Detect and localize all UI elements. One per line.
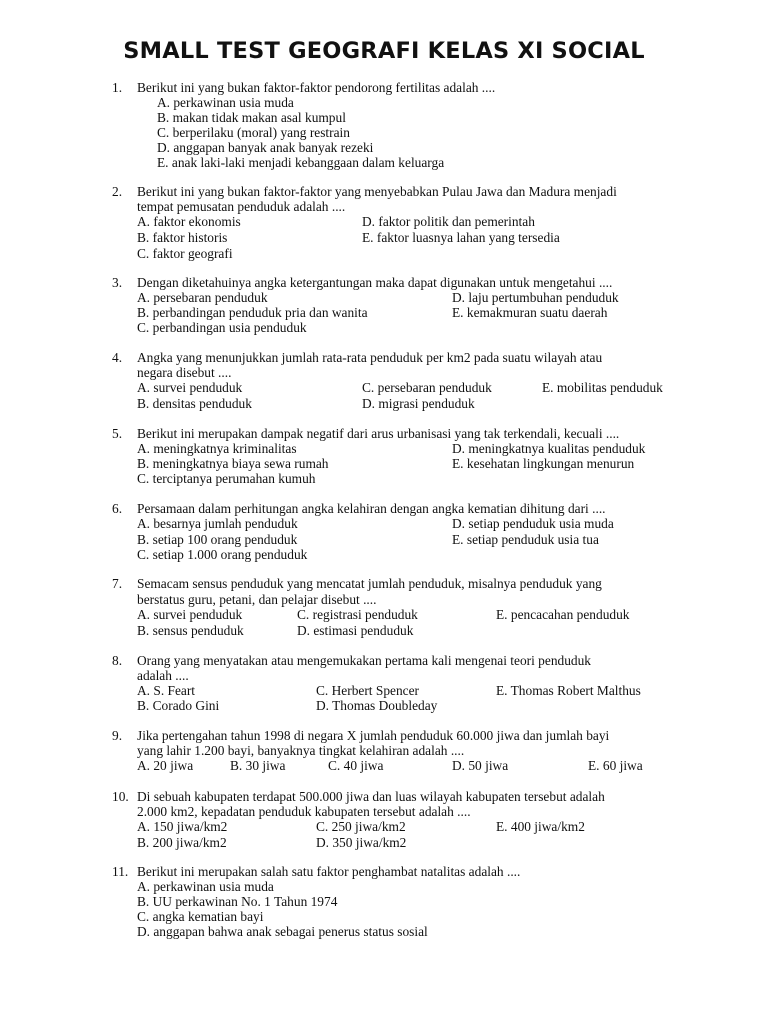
- question-number: 8.: [112, 653, 123, 668]
- option-d: D. 350 jiwa/km2: [316, 835, 407, 850]
- option-e: E. faktor luasnya lahan yang tersedia: [362, 230, 560, 245]
- option-a: A. 150 jiwa/km2: [137, 819, 228, 834]
- option-d: D. estimasi penduduk: [297, 623, 414, 638]
- question-text: Dengan diketahuinya angka ketergantungan maka dapat digunakan untuk mengetahui ....: [137, 275, 613, 290]
- question-number: 5.: [112, 426, 123, 441]
- option-c: C. registrasi penduduk: [297, 607, 418, 622]
- question-text: Berikut ini merupakan dampak negatif dari arus urbanisasi yang tak terkendali, kecuali ....: [137, 426, 620, 441]
- option-d: D. setiap penduduk usia muda: [452, 516, 614, 531]
- question-text: Orang yang menyatakan atau mengemukakan pertama kali mengenai teori penduduk: [137, 653, 591, 668]
- option-e: E. pencacahan penduduk: [496, 607, 630, 622]
- option-d: D. migrasi penduduk: [362, 396, 475, 411]
- question-text: Berikut ini yang bukan faktor-faktor yang menyebabkan Pulau Jawa dan Madura menjadi: [137, 184, 617, 199]
- option-e: E. mobilitas penduduk: [542, 380, 663, 395]
- option-c: C. berperilaku (moral) yang restrain: [157, 125, 350, 140]
- option-b: B. faktor historis: [137, 230, 228, 245]
- option-c: C. 40 jiwa: [328, 758, 384, 773]
- option-b: B. sensus penduduk: [137, 623, 244, 638]
- option-d: D. anggapan bahwa anak sebagai penerus status sosial: [137, 924, 428, 939]
- question-text: Persamaan dalam perhitungan angka kelahiran dengan angka kematian dihitung dari ....: [137, 501, 606, 516]
- option-b: B. setiap 100 orang penduduk: [137, 532, 298, 547]
- option-c: C. faktor geografi: [137, 246, 233, 261]
- option-e: E. kemakmuran suatu daerah: [452, 305, 608, 320]
- option-e: E. Thomas Robert Malthus: [496, 683, 641, 698]
- option-a: A. S. Feart: [137, 683, 196, 698]
- option-a: A. survei penduduk: [137, 380, 243, 395]
- question-number: 10.: [112, 789, 129, 804]
- option-a: A. perkawinan usia muda: [157, 95, 294, 110]
- option-a: A. faktor ekonomis: [137, 214, 241, 229]
- question-text: Angka yang menunjukkan jumlah rata-rata penduduk per km2 pada suatu wilayah atau: [137, 350, 603, 365]
- option-c: C. persebaran penduduk: [362, 380, 492, 395]
- question-number: 7.: [112, 576, 123, 591]
- question-text: adalah ....: [137, 668, 189, 683]
- question-text: yang lahir 1.200 bayi, banyaknya tingkat kelahiran adalah ....: [137, 743, 465, 758]
- option-b: B. meningkatnya biaya sewa rumah: [137, 456, 329, 471]
- option-c: C. Herbert Spencer: [316, 683, 419, 698]
- option-d: D. meningkatnya kualitas penduduk: [452, 441, 646, 456]
- option-b: B. 200 jiwa/km2: [137, 835, 227, 850]
- question-number: 9.: [112, 728, 123, 743]
- option-c: C. 250 jiwa/km2: [316, 819, 406, 834]
- option-e: E. setiap penduduk usia tua: [452, 532, 599, 547]
- question-number: 2.: [112, 184, 123, 199]
- question-number: 4.: [112, 350, 123, 365]
- question-text: Di sebuah kabupaten terdapat 500.000 jiwa dan luas wilayah kabupaten tersebut adalah: [137, 789, 605, 804]
- option-c: C. perbandingan usia penduduk: [137, 320, 307, 335]
- option-c: C. setiap 1.000 orang penduduk: [137, 547, 308, 562]
- option-e: E. kesehatan lingkungan menurun: [452, 456, 635, 471]
- option-e: E. 60 jiwa: [588, 758, 643, 773]
- page-title: SMALL TEST GEOGRAFI KELAS XI SOCIAL: [123, 38, 645, 64]
- option-d: D. 50 jiwa: [452, 758, 509, 773]
- option-b: B. perbandingan penduduk pria dan wanita: [137, 305, 368, 320]
- option-b: B. makan tidak makan asal kumpul: [157, 110, 346, 125]
- option-a: A. 20 jiwa: [137, 758, 194, 773]
- option-a: A. meningkatnya kriminalitas: [137, 441, 297, 456]
- question-text: Berikut ini merupakan salah satu faktor penghambat natalitas adalah ....: [137, 864, 521, 879]
- option-d: D. faktor politik dan pemerintah: [362, 214, 535, 229]
- option-a: A. besarnya jumlah penduduk: [137, 516, 298, 531]
- option-a: A. survei penduduk: [137, 607, 243, 622]
- option-a: A. perkawinan usia muda: [137, 879, 274, 894]
- option-c: C. terciptanya perumahan kumuh: [137, 471, 316, 486]
- question-text: tempat pemusatan penduduk adalah ....: [137, 199, 346, 214]
- question-number: 11.: [112, 864, 129, 879]
- question-text: negara disebut ....: [137, 365, 232, 380]
- option-d: D. laju pertumbuhan penduduk: [452, 290, 619, 305]
- option-c: C. angka kematian bayi: [137, 909, 264, 924]
- question-number: 6.: [112, 501, 123, 516]
- question-text: 2.000 km2, kepadatan penduduk kabupaten tersebut adalah ....: [137, 804, 471, 819]
- option-a: A. persebaran penduduk: [137, 290, 268, 305]
- option-b: B. densitas penduduk: [137, 396, 252, 411]
- option-d: D. Thomas Doubleday: [316, 698, 438, 713]
- option-e: E. anak laki-laki menjadi kebanggaan dalam keluarga: [157, 155, 445, 170]
- option-b: B. Corado Gini: [137, 698, 220, 713]
- question-number: 1.: [112, 80, 123, 95]
- option-e: E. 400 jiwa/km2: [496, 819, 585, 834]
- question-text: Jika pertengahan tahun 1998 di negara X jumlah penduduk 60.000 jiwa dan jumlah bayi: [137, 728, 610, 743]
- option-b: B. UU perkawinan No. 1 Tahun 1974: [137, 894, 338, 909]
- question-text: Semacam sensus penduduk yang mencatat jumlah penduduk, misalnya penduduk yang: [137, 576, 602, 591]
- option-d: D. anggapan banyak anak banyak rezeki: [157, 140, 374, 155]
- question-text: Berikut ini yang bukan faktor-faktor pendorong fertilitas adalah ....: [137, 80, 496, 95]
- question-text: berstatus guru, petani, dan pelajar disebut ....: [137, 592, 377, 607]
- option-b: B. 30 jiwa: [230, 758, 286, 773]
- question-number: 3.: [112, 275, 123, 290]
